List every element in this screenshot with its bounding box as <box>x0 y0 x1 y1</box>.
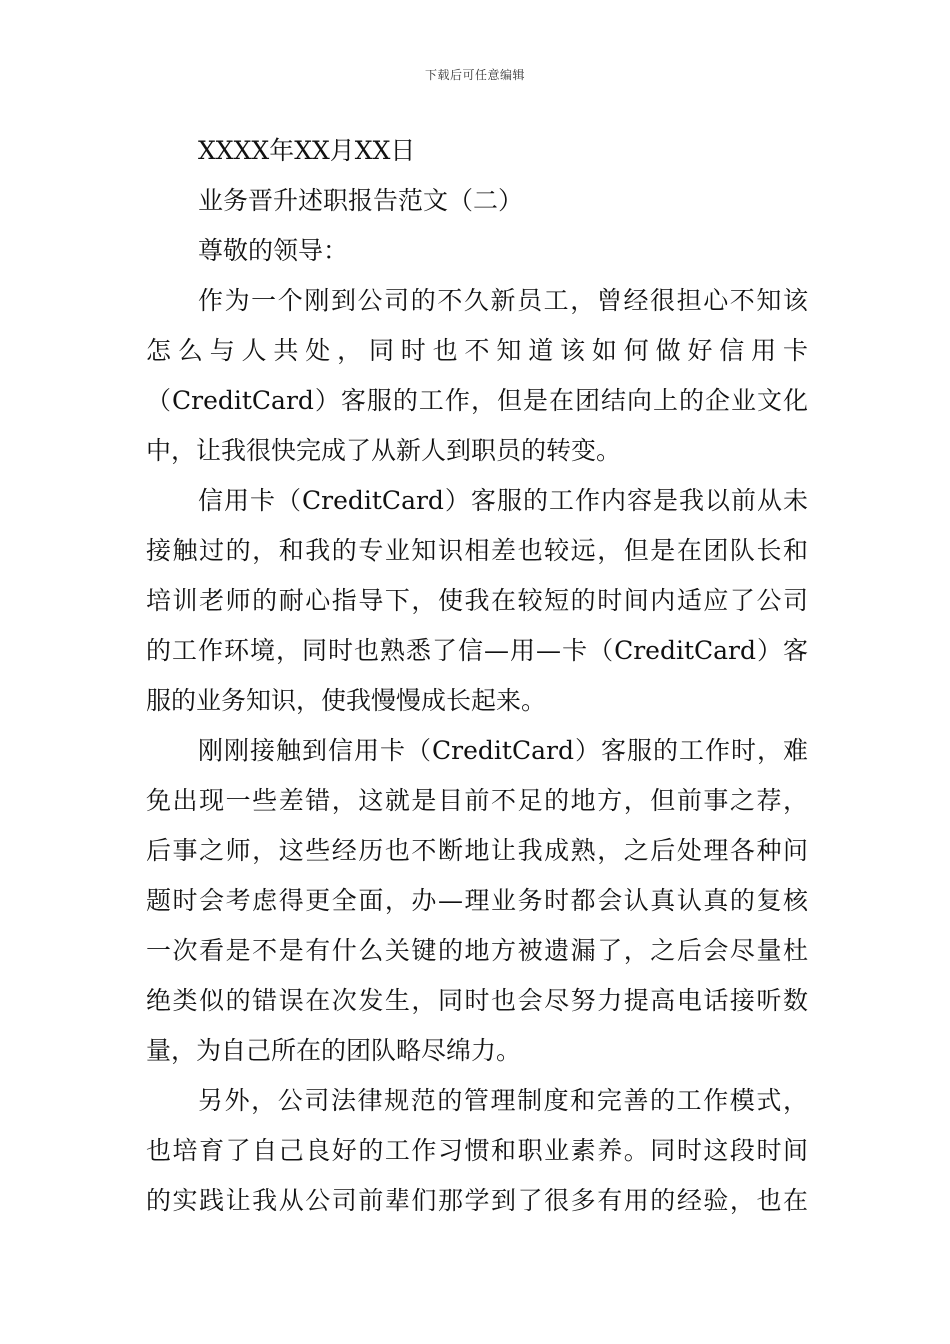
paragraph-2-line-4: 的工作环境，同时也熟悉了信—用—卡（CreditCard）客 <box>146 636 808 665</box>
paragraph-4-line-2: 也培育了自己良好的工作习惯和职业素养。同时这段时间 <box>146 1136 808 1165</box>
header-note: 下载后可任意编辑 <box>424 68 525 82</box>
paragraph-1-line-1: 作为一个刚到公司的不久新员工，曾经很担心不知该 <box>198 286 808 315</box>
paragraph-2-line-3: 培训老师的耐心指导下，使我在较短的时间内适应了公司 <box>146 586 808 615</box>
date-line: XXXX年XX月XX日 <box>198 136 416 165</box>
paragraph-1-line-4: 中，让我很快完成了从新人到职员的转变。 <box>146 436 622 465</box>
paragraph-2-line-2: 接触过的，和我的专业知识相差也较远，但是在团队长和 <box>146 536 808 565</box>
paragraph-3-line-6: 绝类似的错误在次发生，同时也会尽努力提高电话接听数 <box>146 986 808 1015</box>
paragraph-4-line-1: 另外，公司法律规范的管理制度和完善的工作模式， <box>198 1086 808 1115</box>
paragraph-2-line-1: 信用卡（CreditCard）客服的工作内容是我以前从未 <box>198 486 808 515</box>
paragraph-2-line-5: 服的业务知识，使我慢慢成长起来。 <box>146 686 547 715</box>
report-title: 业务晋升述职报告范文（二） <box>198 186 524 215</box>
paragraph-3-line-1: 刚刚接触到信用卡（CreditCard）客服的工作时，难 <box>198 736 808 765</box>
salutation: 尊敬的领导： <box>198 236 349 265</box>
paragraph-4-line-3: 的实践让我从公司前辈们那学到了很多有用的经验，也在 <box>146 1186 808 1215</box>
paragraph-3-line-5: 一次看是不是有什么关键的地方被遗漏了，之后会尽量杜 <box>146 936 808 965</box>
paragraph-3-line-2: 免出现一些差错，这就是目前不足的地方，但前事之荐， <box>146 786 808 815</box>
paragraph-3-line-3: 后事之师，这些经历也不断地让我成熟，之后处理各种问 <box>146 836 808 865</box>
document-body <box>146 126 808 1226</box>
paragraph-1-line-2: 怎么与人共处，同时也不知道该如何做好信用卡 <box>146 336 808 365</box>
paragraph-3-line-7: 量，为自己所在的团队略尽绵力。 <box>146 1036 522 1065</box>
paragraph-3-line-4: 题时会考虑得更全面，办—理业务时都会认真认真的复核 <box>146 886 808 915</box>
paragraph-1-line-3: （CreditCard）客服的工作，但是在团结向上的企业文化 <box>146 386 808 415</box>
